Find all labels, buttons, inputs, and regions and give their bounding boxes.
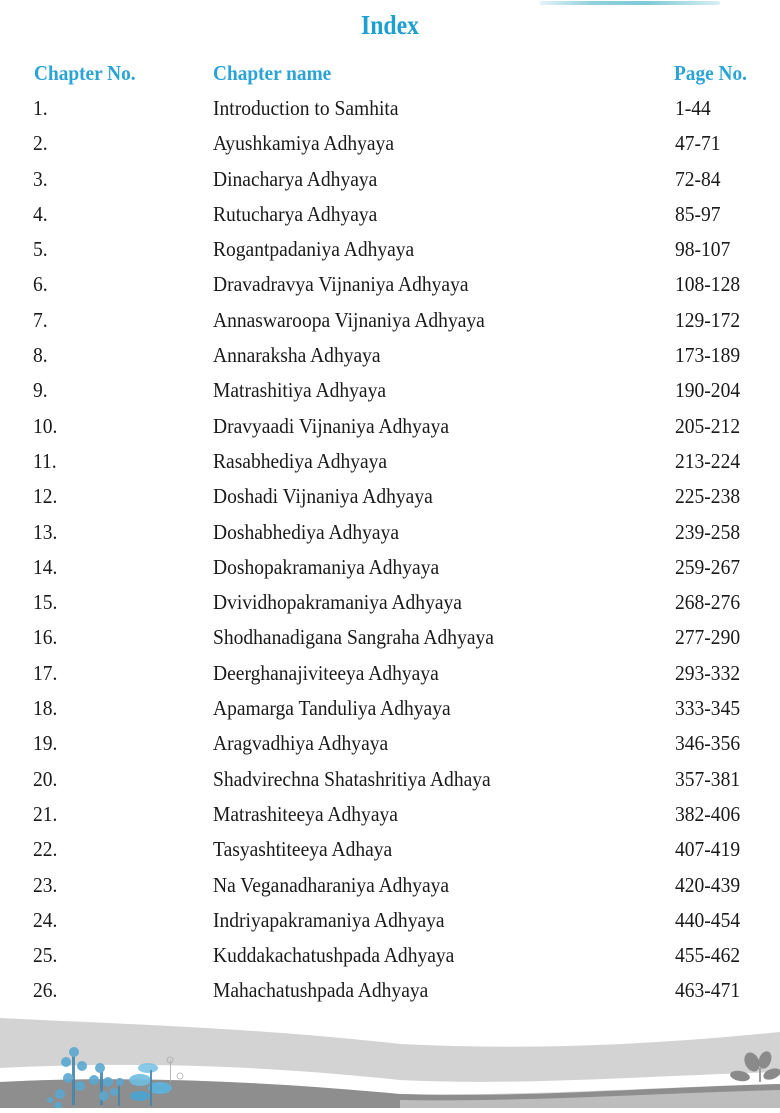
decorative-top-rule (540, 1, 720, 5)
chapter-name: Doshabhediya Adhyaya (213, 519, 400, 544)
chapter-number: 20. (33, 766, 58, 791)
page-range: 213-224 (675, 448, 741, 473)
chapter-number: 10. (33, 413, 58, 438)
chapter-name: Indriyapakramaniya Adhyaya (213, 907, 445, 932)
chapter-name: Mahachatushpada Adhyaya (213, 978, 429, 1003)
chapter-number: 15. (33, 590, 58, 615)
chapter-number: 14. (33, 554, 58, 579)
chapter-name: Aragvadhiya Adhyaya (213, 731, 389, 756)
page-range: 47-71 (675, 131, 721, 156)
table-row (0, 200, 780, 235)
chapter-name: Introduction to Samhita (213, 96, 399, 120)
page-range: 407-419 (675, 837, 741, 862)
table-row (0, 729, 780, 764)
chapter-number: 1. (33, 96, 48, 120)
table-row (0, 906, 780, 941)
chapter-name: Rogantpadaniya Adhyaya (213, 237, 415, 262)
table-row (0, 694, 780, 729)
table-row (0, 412, 780, 447)
table-row (0, 165, 780, 200)
table-row (0, 341, 780, 376)
decorative-footer-waves (0, 1010, 780, 1108)
page-range: 455-462 (675, 943, 741, 968)
page-range: 346-356 (675, 731, 741, 756)
table-row (0, 482, 780, 517)
chapter-number: 16. (33, 625, 58, 650)
page-range: 382-406 (675, 801, 741, 826)
page-range: 85-97 (675, 201, 721, 226)
table-row (0, 871, 780, 906)
chapter-number: 7. (33, 307, 48, 332)
chapter-number: 5. (33, 237, 48, 262)
page-range: 259-267 (675, 554, 741, 579)
chapter-name: Dravadravya Vijnaniya Adhyaya (213, 272, 469, 297)
chapter-name: Doshopakramaniya Adhyaya (213, 554, 440, 579)
chapter-number: 6. (33, 272, 48, 297)
chapter-number: 25. (33, 943, 58, 968)
table-row (0, 235, 780, 270)
table-row (0, 941, 780, 976)
chapter-name: Rasabhediya Adhyaya (213, 448, 388, 473)
column-header-chapter-no: Chapter No. (34, 61, 136, 85)
chapter-name: Dvividhopakramaniya Adhyaya (213, 590, 462, 615)
table-row (0, 835, 780, 870)
chapter-name: Annaraksha Adhyaya (213, 343, 381, 368)
page-range: 72-84 (675, 166, 721, 191)
chapter-name: Doshadi Vijnaniya Adhyaya (213, 484, 433, 509)
chapter-name: Kuddakachatushpada Adhyaya (213, 943, 455, 968)
chapter-number: 17. (33, 660, 58, 685)
table-row (0, 94, 780, 129)
chapter-name: Shodhanadigana Sangraha Adhyaya (213, 625, 494, 650)
chapter-number: 12. (33, 484, 58, 509)
chapter-number: 8. (33, 343, 48, 368)
chapter-name: Annaswaroopa Vijnaniya Adhyaya (213, 307, 485, 332)
chapter-number: 24. (33, 907, 58, 932)
table-row (0, 765, 780, 800)
chapter-number: 23. (33, 872, 58, 897)
chapter-number: 9. (33, 378, 48, 403)
table-row (0, 518, 780, 553)
table-row (0, 270, 780, 305)
page-range: 463-471 (675, 978, 741, 1003)
page-range: 268-276 (675, 590, 741, 615)
chapter-name: Deerghanajiviteeya Adhyaya (213, 660, 439, 685)
table-row (0, 659, 780, 694)
page-range: 293-332 (675, 660, 741, 685)
chapter-name: Ayushkamiya Adhyaya (213, 131, 395, 156)
column-header-chapter-name: Chapter name (213, 61, 332, 85)
chapter-number: 3. (33, 166, 48, 191)
chapter-name: Rutucharya Adhyaya (213, 201, 378, 226)
table-row (0, 553, 780, 588)
table-row (0, 800, 780, 835)
wave-landscape-icon (0, 1010, 780, 1108)
page-range: 357-381 (675, 766, 741, 791)
table-row (0, 588, 780, 623)
chapter-number: 13. (33, 519, 58, 544)
chapter-number: 18. (33, 696, 58, 721)
chapter-name: Apamarga Tanduliya Adhyaya (213, 696, 451, 721)
chapter-number: 21. (33, 801, 58, 826)
chapter-name: Na Veganadharaniya Adhyaya (213, 872, 450, 897)
chapter-number: 11. (33, 448, 57, 473)
chapter-number: 22. (33, 837, 58, 862)
page-range: 129-172 (675, 307, 741, 332)
chapter-name: Dravyaadi Vijnaniya Adhyaya (213, 413, 450, 438)
chapter-number: 2. (33, 131, 48, 156)
table-row (0, 306, 780, 341)
page-range: 98-107 (675, 237, 731, 262)
page-title: Index (360, 10, 420, 40)
page-range: 277-290 (675, 625, 741, 650)
chapter-number: 26. (33, 978, 58, 1003)
table-row (0, 447, 780, 482)
page-range: 239-258 (675, 519, 741, 544)
table-row (0, 623, 780, 658)
chapter-number: 4. (33, 201, 48, 226)
chapter-name: Matrashitiya Adhyaya (213, 378, 387, 403)
chapter-number: 19. (33, 731, 58, 756)
page-range: 173-189 (675, 343, 741, 368)
page-range: 190-204 (675, 378, 741, 403)
page-range: 333-345 (675, 696, 741, 721)
page-range: 205-212 (675, 413, 741, 438)
page-range: 108-128 (675, 272, 741, 297)
page-range: 420-439 (675, 872, 741, 897)
chapter-name: Matrashiteeya Adhyaya (213, 801, 398, 826)
column-header-page-no: Page No. (674, 61, 747, 85)
page-range: 1-44 (675, 96, 711, 120)
page-range: 440-454 (675, 907, 741, 932)
table-row (0, 129, 780, 164)
chapter-name: Tasyashtiteeya Adhaya (213, 837, 393, 862)
table-row (0, 376, 780, 411)
page-range: 225-238 (675, 484, 741, 509)
index-table (0, 94, 780, 1012)
table-row (0, 976, 780, 1011)
chapter-name: Dinacharya Adhyaya (213, 166, 378, 191)
chapter-name: Shadvirechna Shatashritiya Adhaya (213, 766, 491, 791)
